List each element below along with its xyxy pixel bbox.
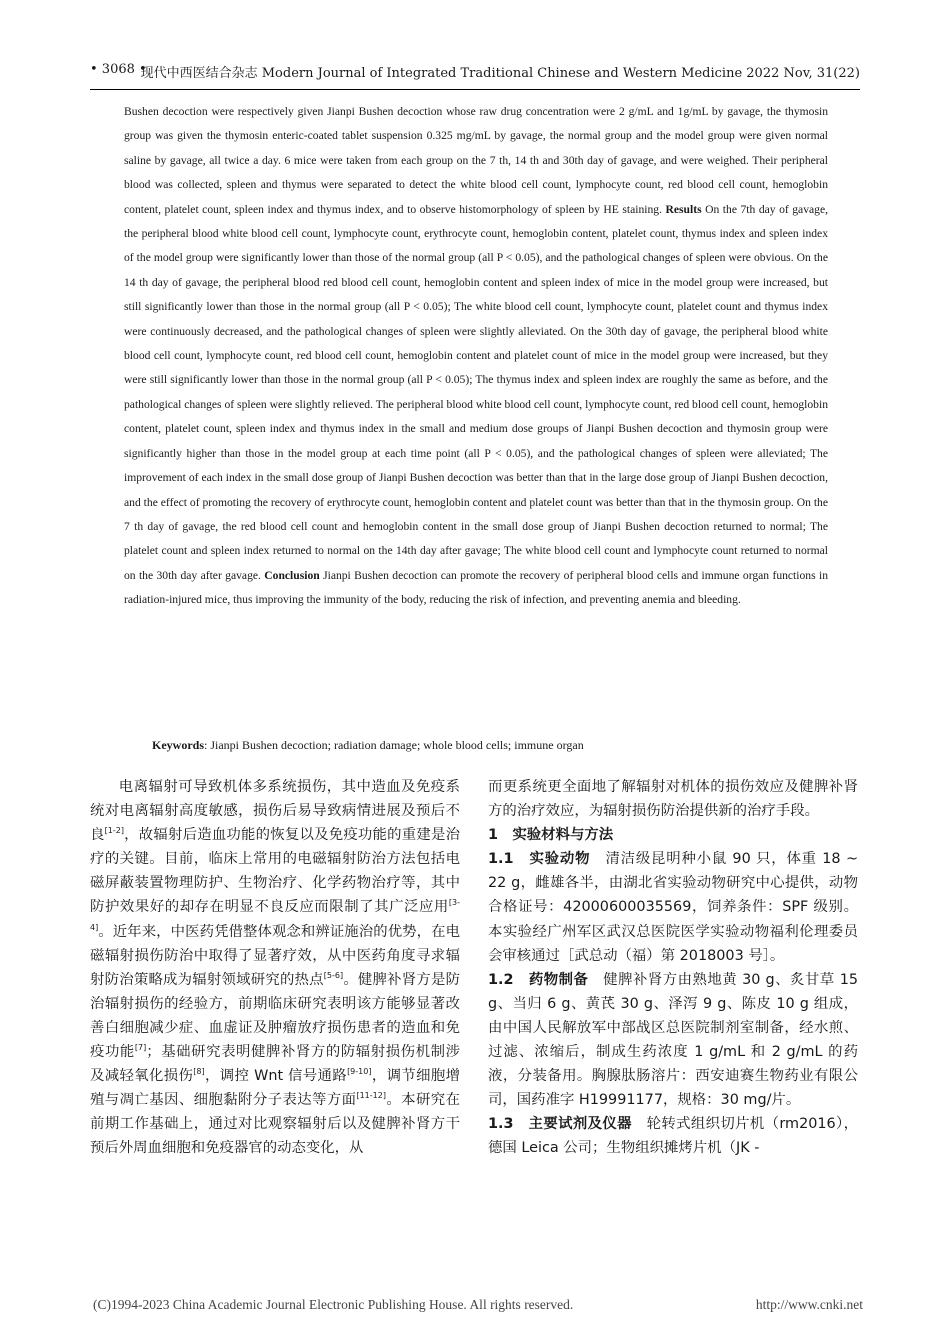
citation: [11-12]: [356, 1091, 386, 1101]
subsection-1-3: [488, 1112, 858, 1160]
subsection-heading: 1.3 主要试剂及仪器: [488, 1116, 632, 1133]
intro-text: ，调控 Wnt 信号通路: [204, 1068, 348, 1085]
subsection-1-1: [488, 847, 858, 967]
results-label: Results: [665, 202, 702, 216]
abstract-conclusion-text: Jianpi Bushen decoction can promote the recovery of peripheral blood cells and immune organ functions in radiation-injured mice, thus improving the immunity of the body, reducing the risk of infection, and preventing anemia and bleeding.: [124, 568, 828, 607]
subsection-heading: 1.1 实验动物: [488, 851, 591, 868]
citation: [8]: [193, 1067, 205, 1077]
keywords-label: Keywords: [152, 738, 204, 752]
intro-text: 电离辐射可导致机体多系统损伤，其中造血及免疫系统对电离辐射高度敏感，损伤后易导致病情进展及预后不良: [90, 779, 460, 844]
citation: [7]: [134, 1043, 147, 1053]
running-header: [90, 62, 860, 84]
citation: [5-6]: [323, 970, 344, 980]
body-right-column: [488, 775, 858, 1161]
subsection-1-2: [488, 968, 858, 1113]
journal-citation: 现代中西医结合杂志 Modern Journal of Integrated Traditional Chinese and Western Medicine 2022 Nov, 31(22): [140, 66, 860, 81]
intro-text: 。健脾补肾方是防治辐射损伤的经验方，前期临床研究表明该方能够显著改善白细胞减少症、血虚证及肿瘤放疗损伤患者的造血和免疫功能: [90, 971, 460, 1061]
citation: [1-2]: [104, 826, 124, 836]
citation: [9-10]: [347, 1067, 372, 1077]
page-number: • 3068 •: [90, 62, 147, 77]
conclusion-label: Conclusion: [264, 568, 320, 582]
cnki-url: http://www.cnki.net: [755, 1297, 863, 1312]
intro-text: ，调节细胞增殖与凋亡基因、细胞黏附分子表达等方面: [90, 1068, 460, 1109]
copyright-text: (C)1994-2023 China Academic Journal Electronic Publishing House. All rights reserved.: [93, 1297, 574, 1312]
intro-text: 。近年来，中医药凭借整体观念和辨证施治的优势，在电磁辐射损伤防治中取得了显著疗效，从中医药角度寻求辐射防治策略成为辐射领域研究的热点: [90, 923, 460, 988]
abstract-methods-text: Bushen decoction were respectively given Jianpi Bushen decoction whose raw drug concentration were 2 g/mL and 1g/mL by gavage, the thymosin group was given the thymosin enteric-coated tablet suspension 0.325 mg/mL by gavage, the normal group and the model group were given normal saline by gavage, all twice a day. 6 mice were taken from each group on the 7 th, 14 th and 30th day of gavage, and were weighed. Their peripheral blood was collected, spleen and thymus were separated to detect the white blood cell count, lymphocyte count, red blood cell count, hemoglobin content, platelet count, spleen index and thymus index, and to observe histomorphology of spleen by HE staining.: [124, 105, 828, 216]
subsection-text: 清洁级昆明种小鼠 90 只，体重 18 ~ 22 g，雌雄各半，由湖北省实验动物研究中心提供，动物合格证号：42000600035569，饲养条件：SPF 级别。本实验经广州军区武汉总医院医学实验动物福利伦理委员会审核通过［武总动（福）第 2018003 号］。: [488, 851, 859, 964]
subsection-heading: 1.2 药物制备: [488, 971, 589, 988]
intro-paragraph: [90, 775, 460, 1161]
header-rule: [90, 89, 860, 90]
keywords: [152, 735, 842, 755]
body-left-column: [90, 775, 460, 1161]
copyright-footer: [93, 1297, 863, 1313]
abstract-results-text: On the 7th day of gavage, the peripheral blood white blood cell count, lymphocyte count, erythrocyte count, hemoglobin content, platelet count, thymus index and spleen index of the model group were significantly lower than those of the normal group (all P < 0.05), and the pathological changes of spleen were obvious. On the 14 th day of gavage, the peripheral blood red blood cell count, hemoglobin content and spleen index of mice in the model group were increased, but still significantly lower than those in the normal group (all P < 0.05); The white blood cell count, lymphocyte count, platelet count and thymus index were continuously decreased, and the pathological changes of spleen were slightly alleviated. On the 30th day of gavage, the peripheral blood white blood cell count, lymphocyte count, red blood cell count, hemoglobin content and platelet count of mice in the model group were increased, but they were still significantly lower than those in the normal group (all P < 0.05); The thymus index and spleen index are roughly the same as before, and the pathological changes of spleen were slightly relieved. The peripheral blood white blood cell count, lymphocyte count, red blood cell count, hemoglobin content, platelet count, spleen index and thymus index in the small and medium dose groups of Jianpi Bushen decoction and thymosin group were significantly higher than those in the model group at each time point (all P < 0.05), and the pathological changes of spleen were alleviated; The improvement of each index in the small dose group of Jianpi Bushen decoction was better than that in the large dose group of Jianpi Bushen decoction, and the effect of promoting the recovery of erythrocyte count, hemoglobin content and platelet count was better than that in the thymosin group. On the 7 th day of gavage, the red blood cell count and hemoglobin content in the small dose group of Jianpi Bushen decoction returned to normal; The platelet count and spleen index returned to normal on the 14th day after gavage; The white blood cell count and lymphocyte count returned to normal on the 30th day after gavage.: [124, 202, 828, 582]
intro-text: 。本研究在前期工作基础上，通过对比观察辐射后以及健脾补肾方干预后外周血细胞和免疫器官的动态变化，从: [90, 1092, 460, 1157]
keywords-text: : Jianpi Bushen decoction; radiation damage; whole blood cells; immune organ: [204, 738, 584, 752]
section-heading-materials-methods: 1 实验材料与方法: [488, 827, 614, 844]
citation: [3-4]: [90, 898, 460, 932]
subsection-text: 健脾补肾方由熟地黄 30 g、炙甘草 15 g、当归 6 g、黄芪 30 g、泽泻 9 g、陈皮 10 g 组成，由中国人民解放军中部战区总医院制剂室制备，经水煎、过滤、浓缩后，制成生药浓度 1 g/mL 和 2 g/mL 的药液，分装备用。胸腺肽肠溶片：西安迪赛生物药业有限公司，国药准字 H19991177，规格：30 mg/片。: [488, 971, 859, 1109]
intro-continuation: 而更系统更全面地了解辐射对机体的损伤效应及健脾补肾方的治疗效应，为辐射损伤防治提供新的治疗手段。: [488, 779, 858, 820]
intro-text: ；基础研究表明健脾补肾方的防辐射损伤机制涉及减轻氧化损伤: [90, 1044, 460, 1085]
intro-text: ，故辐射后造血功能的恢复以及免疫功能的重建是治疗的关键。目前，临床上常用的电磁辐射防治方法包括电磁屏蔽装置物理防护、生物治疗、化学药物治疗等，其中防护效果好的却存在明显不良反应而限制了其广泛应用: [90, 827, 460, 916]
english-abstract: [124, 100, 828, 613]
subsection-text: 轮转式组织切片机（rm2016），德国 Leica 公司；生物组织摊烤片机（JK -: [488, 1116, 858, 1157]
